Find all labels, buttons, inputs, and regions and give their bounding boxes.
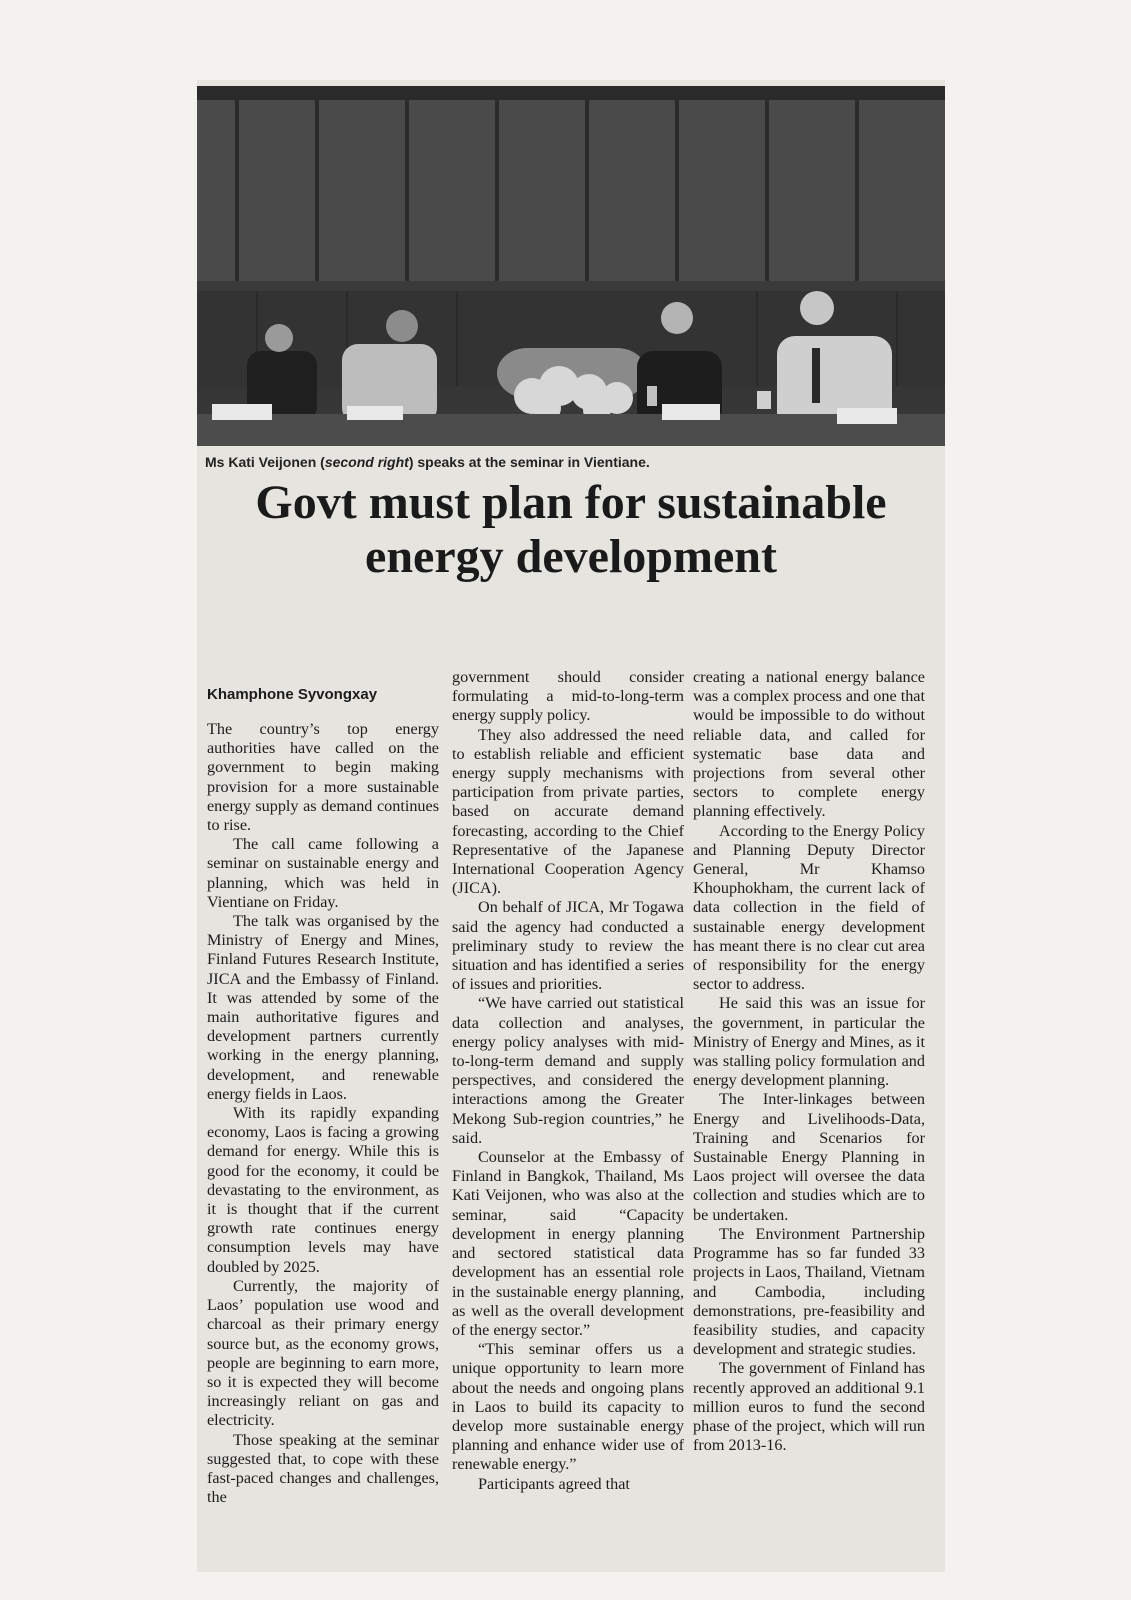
paragraph: “This seminar offers us a unique opportunity to learn more about the needs and ongoing plans in Laos to build its capacity to develop more sustainable energy planning and enhance wider use of renewable energy.” <box>452 1340 684 1474</box>
paragraph: The government of Finland has recently approved an additional 9.1 million euros to fund the second phase of the project, which will run from 2013-16. <box>693 1359 925 1455</box>
caption-text-2: ) speaks at the seminar in Vientiane. <box>408 454 650 470</box>
paragraph: They also addressed the need to establish reliable and efficient energy supply mechanisms with participation from private parties, based on accurate demand forecasting, according to the Chief Representative of the Japanese International Cooperation Agency (JICA). <box>452 725 684 898</box>
paragraph: The Environment Partnership Programme has so far funded 33 projects in Laos, Thailand, Vietnam and Cambodia, including demonstrations, pre-feasibility and feasibility studies, and capacity development and strategic studies. <box>693 1224 925 1359</box>
paragraph: creating a national energy balance was a complex process and one that would be impossible to do without reliable data, and called for systematic base data and projections from several other sectors to complete energy planning effectively. <box>693 668 925 821</box>
paragraph: The country’s top energy authorities have called on the government to begin making provision for a more sustainable energy supply as demand continues to rise. <box>207 720 439 835</box>
paragraph: Currently, the majority of Laos’ population use wood and charcoal as their primary energy source but, as the economy grows, people are beginning to earn more, so it is expected they will become increasingly reliant on gas and electricity. <box>207 1276 439 1430</box>
headline-line-1: Govt must plan for sustainable <box>255 476 887 529</box>
paragraph: The Inter-linkages between Energy and Livelihoods-Data, Training and Scenarios for Sustainable Energy Planning in Laos project will oversee the data collection and studies which are to be undertaken. <box>693 1090 925 1224</box>
paragraph: Counselor at the Embassy of Finland in Bangkok, Thailand, Ms Kati Veijonen, who was also at the seminar, said “Capacity development in energy planning and sectored statistical data development has an essential role in the sustainable energy planning, as well as the overall development of the energy sector.” <box>452 1148 684 1339</box>
article-headline <box>197 476 945 584</box>
article-column-1 <box>207 720 439 1507</box>
newspaper-clipping <box>197 80 945 1572</box>
article-column-3 <box>693 668 925 1455</box>
paragraph: With its rapidly expanding economy, Laos is facing a growing demand for energy. While this is good for the economy, it could be devastating to the environment, as it is thought that if the current growth rate continues energy consumption levels may have doubled by 2025. <box>207 1104 439 1276</box>
paragraph: Participants agreed that <box>478 1474 630 1493</box>
seminar-photo <box>197 86 945 446</box>
paragraph: government should consider formulating a mid-to-long-term energy supply policy. <box>452 668 684 725</box>
article-column-2 <box>452 668 684 1494</box>
article-byline: Khamphone Syvongxay <box>207 686 378 703</box>
paragraph: Those speaking at the seminar suggested that, to cope with these fast-paced changes and challenges, the <box>207 1430 439 1507</box>
paragraph: The talk was organised by the Ministry of Energy and Mines, Finland Futures Research Institute, JICA and the Embassy of Finland. It was attended by some of the main authoritative figures and development partners currently working in the energy planning, development, and renewable energy fields in Laos. <box>207 912 439 1103</box>
paragraph: According to the Energy Policy and Planning Deputy Director General, Mr Khamso Khouphokham, the current lack of data collection in the field of sustainable energy development has meant there is no clear cut area of responsibility for the energy sector to address. <box>693 821 925 994</box>
photo-caption <box>205 454 905 470</box>
headline-line-2: energy development <box>365 530 777 583</box>
caption-text-1: Ms Kati Veijonen ( <box>205 454 325 470</box>
caption-text-emphasis: second right <box>324 454 409 470</box>
paragraph: “We have carried out statistical data collection and analyses, energy policy analyses with mid-to-long-term demand and supply perspectives, and considered the interactions among the Greater Mekong Sub-region countries,” he said. <box>452 994 684 1147</box>
paragraph: On behalf of JICA, Mr Togawa said the agency had conducted a preliminary study to review the situation and has identified a series of issues and priorities. <box>452 898 684 994</box>
paragraph: The call came following a seminar on sustainable energy and planning, which was held in Vientiane on Friday. <box>207 835 439 911</box>
paragraph: He said this was an issue for the government, in particular the Ministry of Energy and Mines, as it was stalling policy formulation and energy development planning. <box>693 994 925 1090</box>
